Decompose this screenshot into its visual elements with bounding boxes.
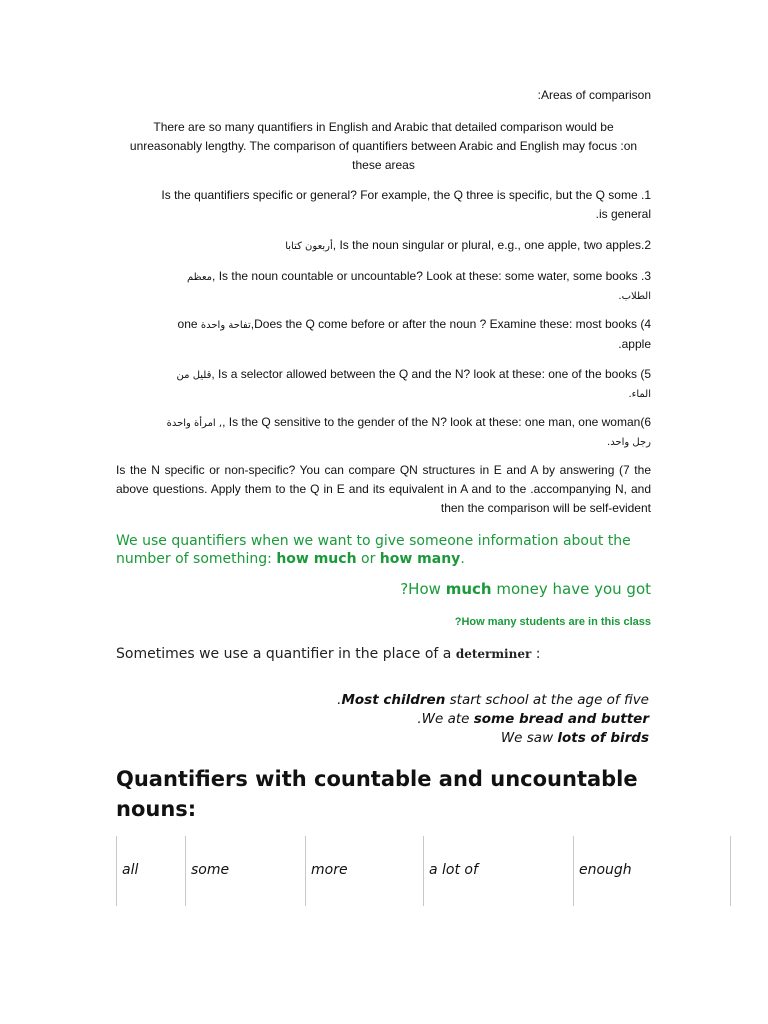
example-1 bbox=[116, 692, 649, 708]
colon: : bbox=[531, 646, 541, 662]
money-post: money have you got bbox=[491, 580, 651, 598]
how-many-term: how many bbox=[379, 551, 461, 567]
example-1-pre: . bbox=[337, 692, 342, 708]
item-2 bbox=[116, 236, 651, 256]
example-1-bold: Most children bbox=[341, 692, 446, 708]
green-intro bbox=[116, 532, 656, 568]
item-2-arabic: أربعون كتابا bbox=[285, 241, 333, 252]
period: . bbox=[460, 551, 465, 567]
table-cell-more: more bbox=[311, 862, 348, 878]
item-7: Is the N specific or non-specific? You can compare QN structures in E and A by answering (7 the above questions. Apply them to the Q in E and its equivalent in A and to the .accompanying N, and then the comparison will be self-evident bbox=[116, 463, 651, 515]
example-1-post: start school at the age of five bbox=[445, 692, 649, 708]
item-1-line1: Is the quantifiers specific or general? For example, the Q three is specific, but the Q some .1 bbox=[161, 188, 651, 202]
table-divider bbox=[423, 836, 424, 906]
or-word: or bbox=[356, 551, 380, 567]
table-divider bbox=[116, 836, 117, 906]
table-divider bbox=[305, 836, 306, 906]
item-1-line2: .is general bbox=[595, 207, 651, 221]
example-2-pre: .We ate bbox=[417, 711, 474, 727]
table-cell-all: all bbox=[122, 862, 139, 878]
table-cell-some: some bbox=[191, 862, 230, 878]
item-4-arabic: تفاحة واحدة bbox=[200, 320, 251, 331]
how-much-term: how much bbox=[276, 551, 357, 567]
determiner-word: determiner bbox=[455, 647, 532, 661]
money-bold: much bbox=[445, 580, 492, 598]
item-6 bbox=[116, 413, 651, 452]
item-3-text: , Is the noun countable or uncountable? Look at these: some water, some books .3 bbox=[212, 269, 651, 283]
example-2-bold: some bread and butter bbox=[473, 711, 649, 727]
example-3-bold: lots of birds bbox=[557, 730, 649, 746]
table-divider bbox=[185, 836, 186, 906]
item-5 bbox=[116, 365, 651, 404]
table-cell-a-lot-of: a lot of bbox=[429, 862, 478, 878]
table-cell-enough: enough bbox=[579, 862, 632, 878]
item-4-line2: .apple bbox=[618, 337, 651, 351]
item-6-arabic-2: .رجل واحد bbox=[607, 437, 651, 448]
item-3 bbox=[116, 267, 651, 306]
item-6-text: , Is the Q sensitive to the gender of the N? look at these: one man, one woman(6 bbox=[222, 415, 651, 429]
item-4-text: ,Does the Q come before or after the noun ? Examine these: most books (4 bbox=[250, 317, 651, 331]
item-4 bbox=[116, 315, 651, 354]
example-2 bbox=[116, 711, 649, 727]
table-divider bbox=[730, 836, 731, 906]
money-pre: ?How bbox=[400, 580, 446, 598]
item-5-arabic: قليل من bbox=[176, 370, 212, 381]
intro-paragraph: There are so many quantifiers in English and Arabic that detailed comparison would be unreasonably lengthy. The comparison of quantifiers between Arabic and English may focus :on these areas bbox=[129, 120, 638, 172]
sometimes-text: Sometimes we use a quantifier in the place of a bbox=[116, 646, 456, 662]
item-6-arabic: امرأة واحدة , bbox=[166, 418, 223, 429]
item-1 bbox=[116, 186, 651, 224]
example-3 bbox=[116, 730, 649, 746]
areas-title: :Areas of comparison bbox=[537, 88, 651, 102]
money-question bbox=[116, 580, 651, 598]
sometimes-sentence bbox=[116, 646, 656, 662]
green-intro-text: We use quantifiers when we want to give someone information about the number of something: bbox=[116, 533, 631, 567]
item-3-arabic-2: .الطلاب bbox=[618, 291, 651, 302]
students-question: ?How many students are in this class bbox=[454, 616, 651, 628]
item-5-text: , Is a selector allowed between the Q and the N? look at these: one of the books (5 bbox=[211, 367, 651, 381]
item-3-arabic: معظم bbox=[187, 272, 213, 283]
table-divider bbox=[573, 836, 574, 906]
item-4-prefix: one bbox=[177, 317, 198, 331]
example-3-pre: We saw bbox=[500, 730, 558, 746]
item-2-text: , Is the noun singular or plural, e.g., one apple, two apples.2 bbox=[332, 238, 651, 252]
section-heading: Quantifiers with countable and uncountable nouns: bbox=[116, 767, 638, 821]
item-5-arabic-2: .الماء bbox=[628, 389, 651, 400]
